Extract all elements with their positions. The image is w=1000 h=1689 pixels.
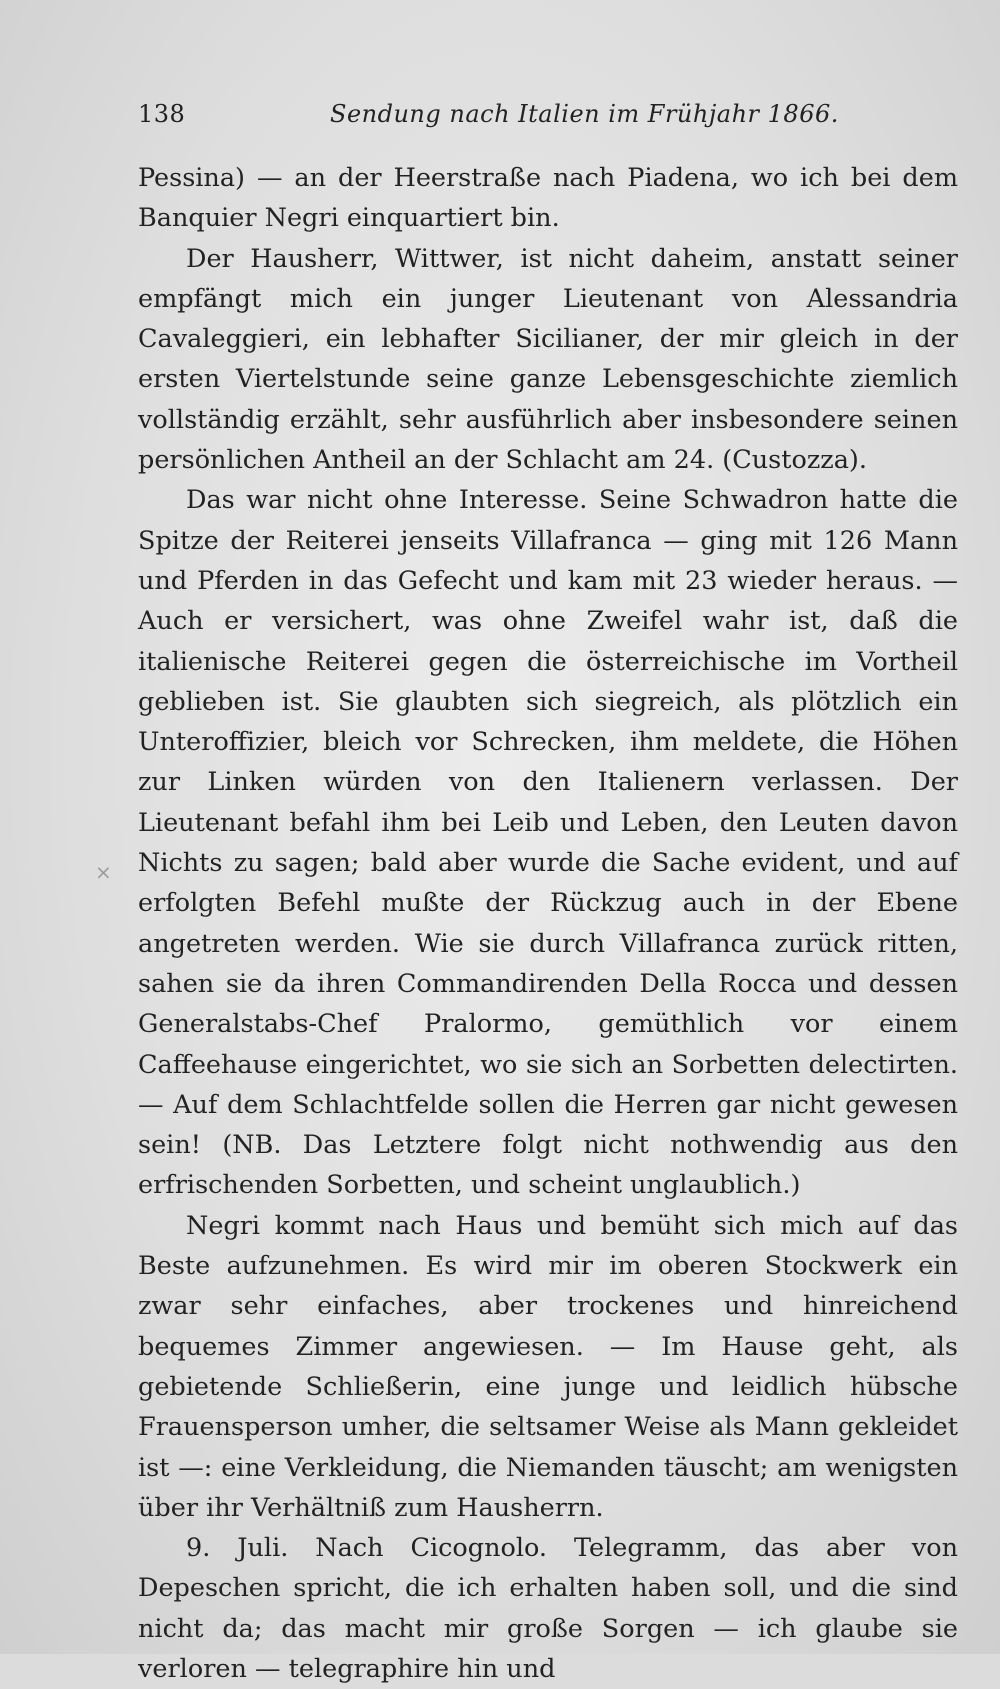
paragraph: 9. Juli. Nach Cicognolo. Telegramm, das aber von Depeschen spricht, die ich erhalten haben soll, und die sind nicht da; das macht mir große Sorgen — ich glaube sie verloren — telegraphire hin und (138, 1533, 958, 1684)
paragraph: Der Hausherr, Wittwer, ist nicht daheim, anstatt seiner empfängt mich ein junger Lieutenant von Alessandria Cavaleggieri, ein lebhafter Sicilianer, der mir gleich in der ersten Viertelstunde seine ganze Lebensgeschichte ziemlich vollständig erzählt, sehr ausführlich aber insbesondere seinen persönlichen Antheil an der Schlacht am 24. (Custozza). (138, 243, 958, 476)
paragraph: Das war nicht ohne Interesse. Seine Schwadron hatte die Spitze der Reiterei jenseits Villafranca — ging mit 126 Mann und Pferden in das Gefecht und kam mit 23 wieder heraus. — Auch er versichert, was ohne Zweifel wahr ist, daß die italienische Reiterei gegen die österreichische im Vortheil geblieben ist. Sie glaubten sich siegreich, als plötzlich ein Unteroffizier, bleich vor Schrecken, ihm meldete, die Höhen zur Linken würden von den Italienern verlassen. Der Lieutenant befahl ihm bei Leib und Leben, den Leuten davon Nichts zu sagen; bald aber wurde die Sache evident, und auf erfolgten Befehl mußte der Rückzug auch in der Ebene angetreten werden. Wie sie durch Villafranca zurück ritten, sahen sie da ihren Commandirenden Della Rocca und dessen Generalstabs-Chef Pralormo, gemüthlich vor einem Caffeehause eingerichtet, wo sie sich an Sorbetten delectirten. — Auf dem Schlachtfelde sollen die Herren gar nicht gewesen sein! (NB. Das Letztere folgt nicht nothwendig aus den erfrischenden Sorbetten, und scheint unglaublich.) (138, 485, 958, 1201)
page-body (138, 158, 958, 1689)
page-number: 138 (138, 100, 186, 128)
paragraph: Negri kommt nach Haus und bemüht sich mich auf das Beste aufzunehmen. Es wird mir im oberen Stockwerk ein zwar sehr einfaches, aber trockenes und hinreichend bequemes Zimmer angewiesen. — Im Hause geht, als gebietende Schließerin, eine junge und leidlich hübsche Frauensperson umher, die seltsamer Weise als Mann gekleidet ist —: eine Verkleidung, die Niemanden täuscht; am wenigsten über ihr Verhältniß zum Hausherrn. (138, 1210, 958, 1523)
paragraph: Pessina) — an der Heerstraße nach Piadena, wo ich bei dem Banquier Negri einquartiert bin. (138, 163, 958, 234)
margin-mark: × (95, 860, 112, 884)
running-title: Sendung nach Italien im Frühjahr 1866. (330, 100, 839, 128)
